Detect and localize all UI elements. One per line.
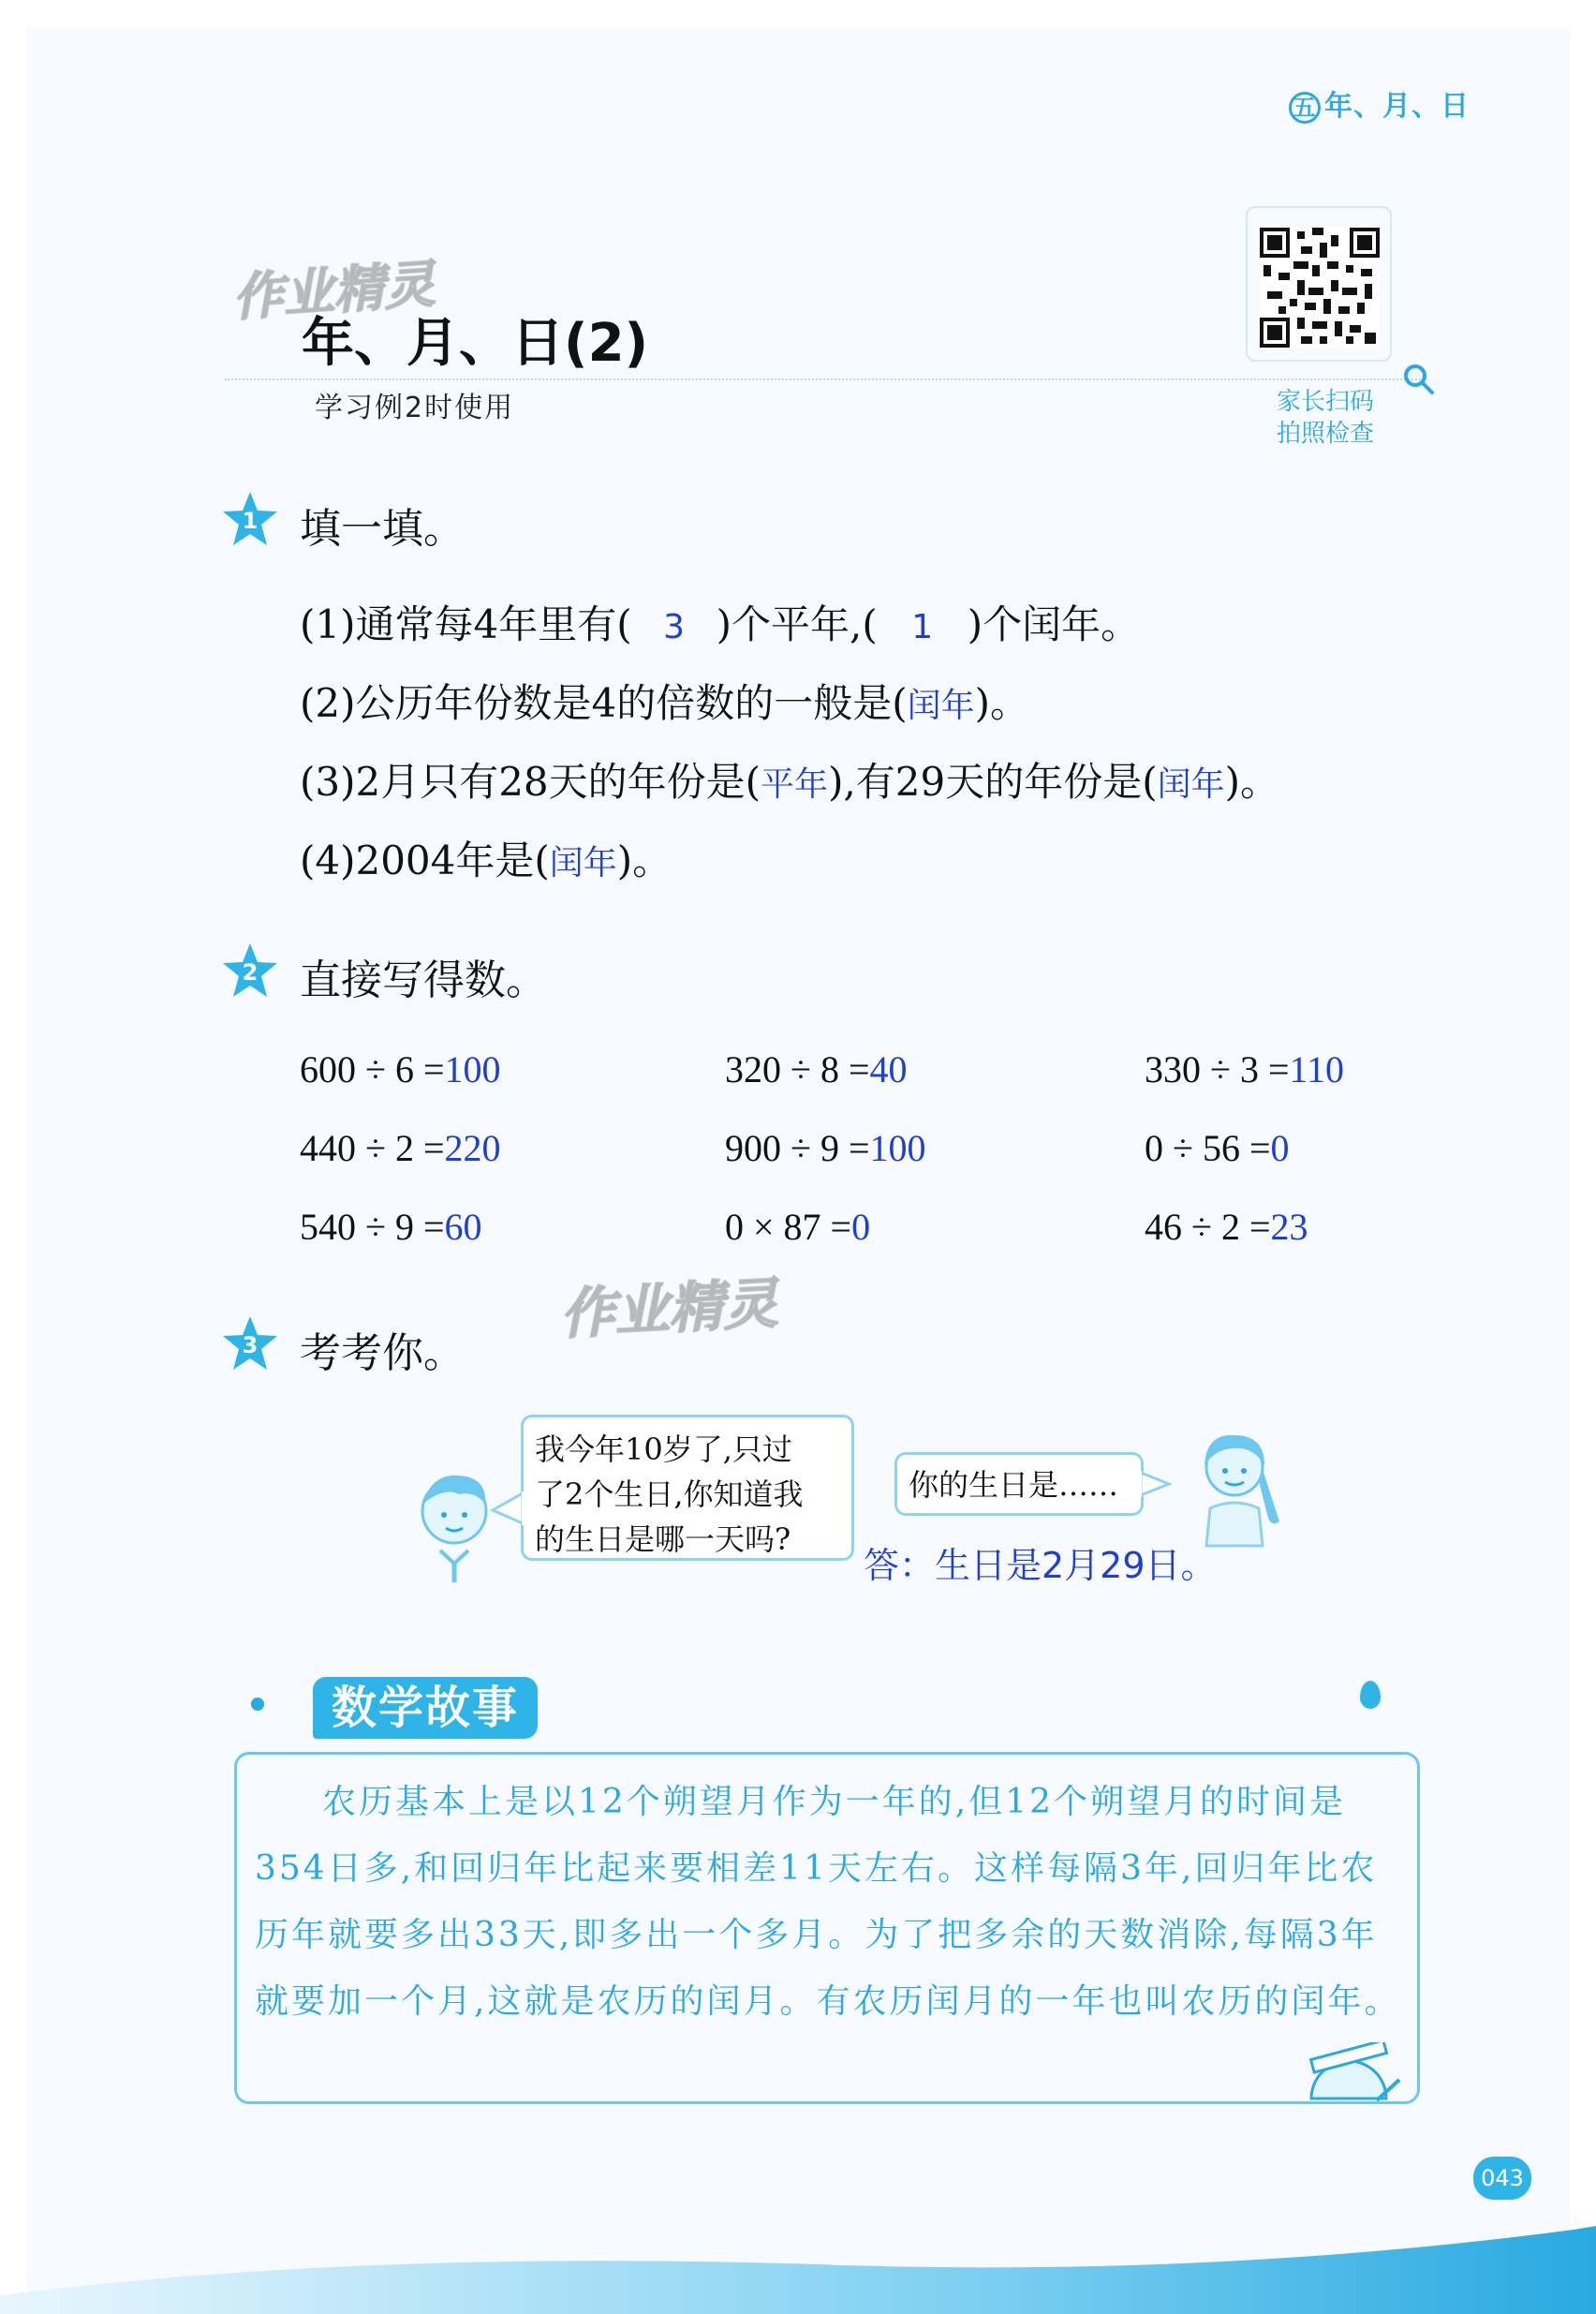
calc-item bbox=[1145, 1047, 1344, 1091]
qr-label-line2: 拍照检查 bbox=[1276, 420, 1374, 448]
calc-expression: 0 ÷ 56 = bbox=[1145, 1127, 1271, 1169]
calc-expression: 900 ÷ 9 = bbox=[725, 1127, 870, 1169]
question-text: ),有29天的年份是( bbox=[828, 759, 1158, 805]
calc-answer: 220 bbox=[444, 1127, 501, 1169]
svg-text:2: 2 bbox=[242, 959, 259, 986]
calc-item bbox=[1145, 1126, 1290, 1170]
calc-answer: 23 bbox=[1270, 1206, 1308, 1248]
calc-answer: 100 bbox=[444, 1048, 501, 1090]
page-number: 043 bbox=[1473, 2157, 1531, 2200]
calc-answer: 0 bbox=[1270, 1127, 1290, 1169]
section3-title: 考考你。 bbox=[300, 1329, 465, 1377]
question-text: )个闰年。 bbox=[967, 601, 1141, 647]
question-text: )。 bbox=[616, 838, 672, 883]
star-number-icon bbox=[221, 942, 279, 1000]
question-1-2 bbox=[300, 673, 1029, 729]
calc-item bbox=[725, 1205, 870, 1249]
lesson-subtitle: 学习例2时使用 bbox=[315, 392, 515, 424]
calc-answer: 0 bbox=[851, 1206, 871, 1248]
section2-title: 直接写得数。 bbox=[300, 957, 547, 1004]
calc-answer: 110 bbox=[1289, 1048, 1345, 1090]
calc-item bbox=[725, 1047, 908, 1091]
chapter-header bbox=[1289, 82, 1470, 124]
answer-blank: 闰年 bbox=[907, 687, 975, 725]
calc-expression: 540 ÷ 9 = bbox=[300, 1206, 445, 1248]
question-1-1 bbox=[300, 594, 1140, 650]
story-text: 农历基本上是以12个朔望月作为一年的,但12个朔望月的时间是354日多,和回归年比起来要相差11天左右。这样每隔3年,回归年比农历年就要多出33天,即多出一个多月。为了把多余的天数消除,每隔3年就要加一个月,这就是农历的闰月。有农历闰月的一年也叫农历的闰年。 bbox=[255, 1783, 1401, 2021]
qr-code-icon[interactable] bbox=[1260, 228, 1380, 348]
page-title: 年、月、日(2) bbox=[302, 313, 649, 374]
qr-label bbox=[1255, 386, 1396, 450]
watermark: 作业精灵 bbox=[558, 1270, 779, 1347]
answer-blank: 闰年 bbox=[549, 844, 617, 883]
calc-expression: 46 ÷ 2 = bbox=[1145, 1206, 1271, 1248]
calc-item bbox=[300, 1047, 501, 1091]
question-text: )。 bbox=[974, 680, 1030, 726]
calc-answer: 60 bbox=[444, 1206, 482, 1248]
calc-item bbox=[300, 1126, 501, 1170]
svg-text:3: 3 bbox=[242, 1332, 259, 1358]
bottom-wave-decoration bbox=[0, 2192, 1596, 2314]
calc-expression: 330 ÷ 3 = bbox=[1145, 1048, 1290, 1090]
story-tag: 数学故事 bbox=[313, 1677, 538, 1739]
svg-text:1: 1 bbox=[242, 508, 259, 534]
bubble-line: 了2个生日,你知道我 bbox=[535, 1476, 804, 1512]
qr-label-line1: 家长扫码 bbox=[1276, 388, 1374, 416]
chapter-title: 年、月、日 bbox=[1324, 90, 1470, 123]
answer-blank: 闰年 bbox=[1157, 765, 1225, 804]
question-text: (3)2月只有28天的年份是( bbox=[300, 759, 761, 805]
title-divider bbox=[225, 378, 1424, 380]
calc-expression: 600 ÷ 6 = bbox=[300, 1048, 445, 1090]
question-text: (2)公历年份数是4的倍数的一般是( bbox=[300, 680, 908, 726]
star-number-icon bbox=[221, 1314, 279, 1372]
calc-answer: 100 bbox=[869, 1127, 926, 1169]
answer-blank: 1 bbox=[911, 608, 934, 646]
question-text: )个平年,( bbox=[716, 601, 878, 647]
calc-answer: 40 bbox=[869, 1048, 908, 1090]
search-icon bbox=[1403, 363, 1435, 395]
bubble-line: 我今年10岁了,只过 bbox=[535, 1431, 792, 1467]
question-text: (4)2004年是( bbox=[300, 838, 550, 883]
calc-item bbox=[300, 1205, 482, 1249]
question-text: (1)通常每4年里有( bbox=[300, 601, 632, 647]
boy-illustration-icon bbox=[403, 1466, 506, 1588]
question-1-4 bbox=[300, 830, 672, 886]
watermark: 作业精灵 bbox=[230, 254, 437, 328]
decorative-drop-icon bbox=[1360, 1681, 1381, 1709]
calc-expression: 320 ÷ 8 = bbox=[725, 1048, 870, 1090]
calc-item bbox=[1145, 1205, 1308, 1249]
question-1-3 bbox=[300, 751, 1279, 808]
speech-bubble-girl: 你的生日是…… bbox=[894, 1452, 1144, 1516]
chapter-number: 五 bbox=[1289, 92, 1321, 124]
bubble-pointer bbox=[489, 1490, 526, 1527]
speech-bubble-boy bbox=[521, 1415, 854, 1561]
question-text: )。 bbox=[1224, 759, 1280, 805]
decorative-dot bbox=[251, 1698, 264, 1711]
answer-blank: 平年 bbox=[761, 765, 829, 804]
bubble-line: 的生日是哪一天吗? bbox=[535, 1521, 791, 1557]
star-number-icon bbox=[221, 490, 279, 548]
calc-expression: 440 ÷ 2 = bbox=[300, 1127, 445, 1169]
ruler-protractor-icon bbox=[1302, 2042, 1405, 2108]
section3-answer: 答：生日是2月29日。 bbox=[864, 1545, 1217, 1586]
bubble-pointer bbox=[1139, 1467, 1173, 1501]
calc-item bbox=[725, 1126, 926, 1170]
section1-title: 填一填。 bbox=[300, 505, 465, 553]
calc-expression: 0 × 87 = bbox=[725, 1206, 852, 1248]
answer-blank: 3 bbox=[663, 608, 686, 646]
